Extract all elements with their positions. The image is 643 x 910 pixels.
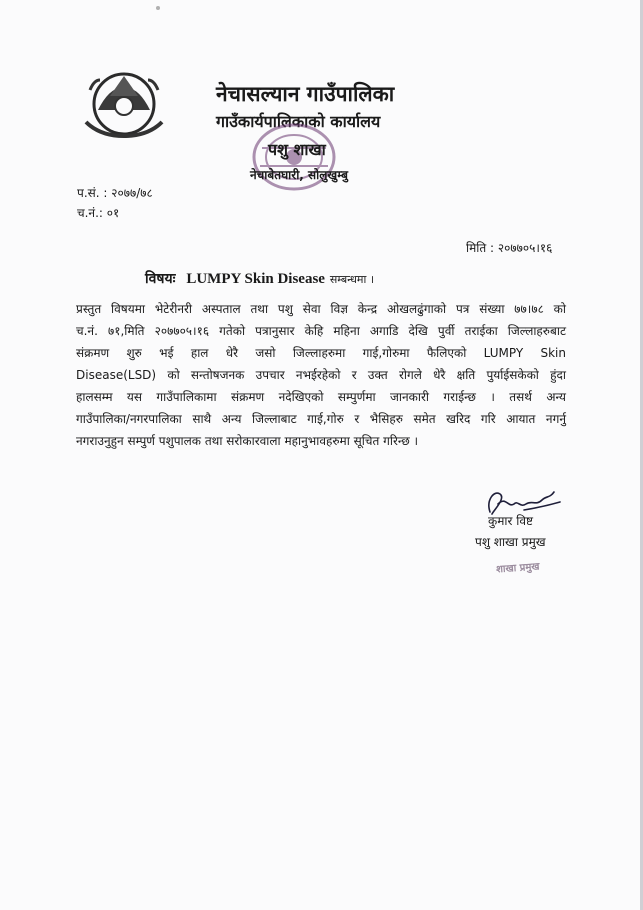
subject-title: LUMPY Skin Disease [186,271,325,287]
municipality-name: नेचासल्यान गाउँपालिका [216,82,395,106]
body-line: Disease(LSD) को सन्तोषजनक उपचार नभईरहेको र उक्त रोगले धेरै क्षति पुर्याईसकेको हुंदा [76,368,566,382]
dispatch-number: च.नं.: ०१ [77,206,120,220]
subject-suffix: सम्बन्धमा । [329,273,375,286]
letter-body [76,298,566,452]
office-name: गाउँकार्यपालिकाको कार्यालय [216,112,381,131]
nepal-government-emblem-icon [80,66,168,142]
signatory-name: कुमार विष्ट [488,514,534,528]
branch-name: पशु शाखा [268,140,326,159]
subject-line [145,269,374,288]
letter-date: मिति : २०७७०५।१६ [466,241,553,255]
letter-reference-number: प.सं. : २०७७/७८ [77,186,153,200]
punch-mark [156,6,160,10]
designation-stamp: शाखा प्रमुख [495,561,540,576]
body-line: हालसम्म यस गाउँपालिकामा संक्रमण नदेखिएको सम्पुर्णमा जानकारी गराईन्छ । तसर्थ अन्य [76,390,566,404]
office-address: नेचाबेतघारी, सोलुखुम्बु [250,168,348,182]
body-line: नगराउनुहुन सम्पुर्ण पशुपालक तथा सरोकारवाला महानुभावहरुमा सूचित गरिन्छ । [76,434,419,448]
body-line: संक्रमण शुरु भई हाल धेरै जसो जिल्लाहरुमा गाई,गोरुमा फैलिएको LUMPY Skin [76,346,566,360]
body-line: प्रस्तुत विषयमा भेटेरीनरी अस्पताल तथा पशु सेवा विज्ञ केन्द्र ओखलढुंगाको पत्र संख्या ७७।७८ को [76,302,566,316]
subject-label: विषयः [145,271,176,287]
body-line: च.नं. ७१,मिति २०७७०५।१६ गतेको पत्रानुसार केहि महिना अगाडि देखि पुर्वी तराईका जिल्लाहरुबाट [76,324,566,338]
body-line: गाउँपालिका/नगरपालिका साथै अन्य जिल्लाबाट गाई,गोरु र भैसिहरु समेत खरिद गरि आयात नगर्नु [76,412,566,426]
signatory-designation: पशु शाखा प्रमुख [475,535,546,549]
